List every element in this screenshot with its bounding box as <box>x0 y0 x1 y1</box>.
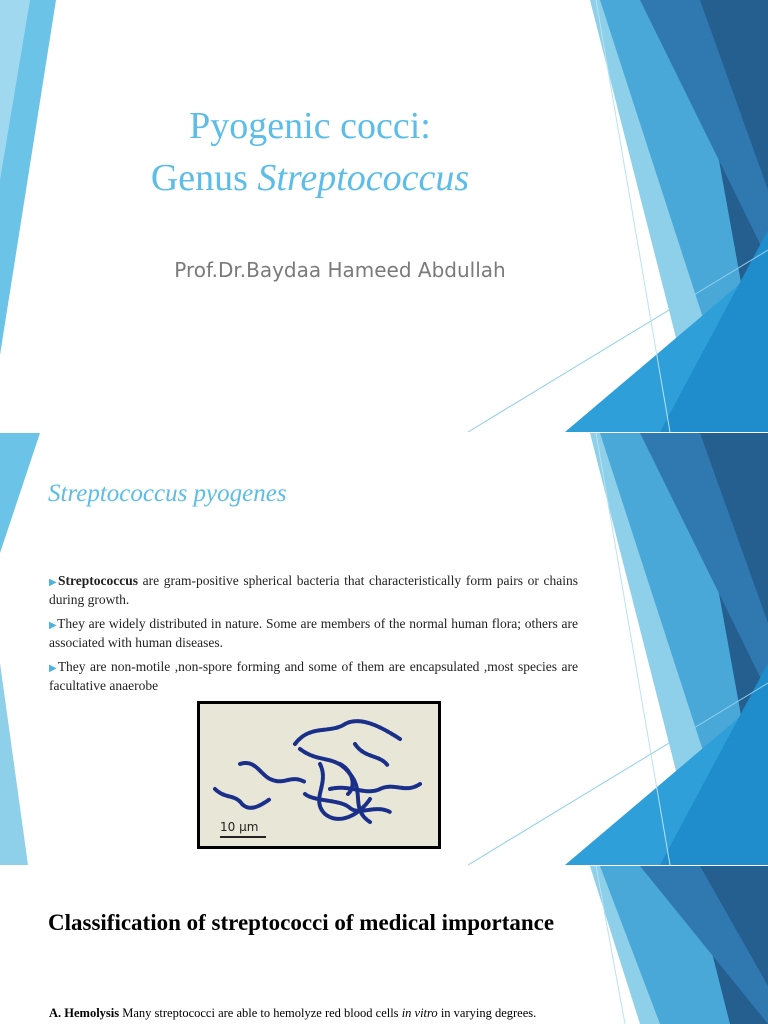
paragraph-text: Many streptococci are able to hemolyze red blood cells <box>119 1006 402 1020</box>
slide-title: Classification of streptococci of medical importance <box>48 910 555 935</box>
bullet-bold: Streptococcus <box>57 573 138 588</box>
bullet-list <box>49 572 578 701</box>
hemolysis-paragraph <box>49 1006 649 1021</box>
author-name: Prof.Dr.Baydaa Hameed Abdullah <box>174 258 506 282</box>
hemolysis-heading: A. Hemolysis <box>49 1006 120 1020</box>
paragraph-text-end: in varying degrees. <box>437 1006 537 1020</box>
bullet-arrow-icon: ▶ <box>49 620 58 631</box>
scale-bar <box>220 836 266 838</box>
slide-title: Streptococcus pyogenes <box>48 480 287 507</box>
bullet-arrow-icon: ▶ <box>49 577 58 588</box>
bullet-item <box>49 615 578 651</box>
bullet-item <box>49 572 578 608</box>
bullet-item <box>49 658 578 694</box>
slide-decoration <box>0 866 768 1024</box>
paragraph-italic: in vitro <box>401 1006 438 1020</box>
title-genus-name: Streptococcus <box>257 157 470 199</box>
title-slide <box>0 0 768 432</box>
title-line-1: Pyogenic cocci: <box>189 105 431 147</box>
bullet-text: They are non-motile ,non-spore forming and some of them are encapsulated ,most species are facultative anaerobe <box>49 659 578 693</box>
bullet-text: They are widely distributed in nature. Some are members of the normal human flora; others are associated with human diseases. <box>49 616 579 650</box>
micrograph-image <box>197 701 441 849</box>
scale-label: 10 μm <box>220 820 259 834</box>
slide-decoration <box>0 0 768 432</box>
slide-title <box>60 100 560 204</box>
bullet-text: are gram-positive spherical bacteria that characteristically form pairs or chains during growth. <box>49 573 578 607</box>
title-genus: Genus <box>150 157 258 199</box>
classification-slide <box>0 866 768 1024</box>
bullet-arrow-icon: ▶ <box>49 663 58 674</box>
title-line-2 <box>60 152 560 204</box>
content-slide-pyogenes <box>0 433 768 865</box>
